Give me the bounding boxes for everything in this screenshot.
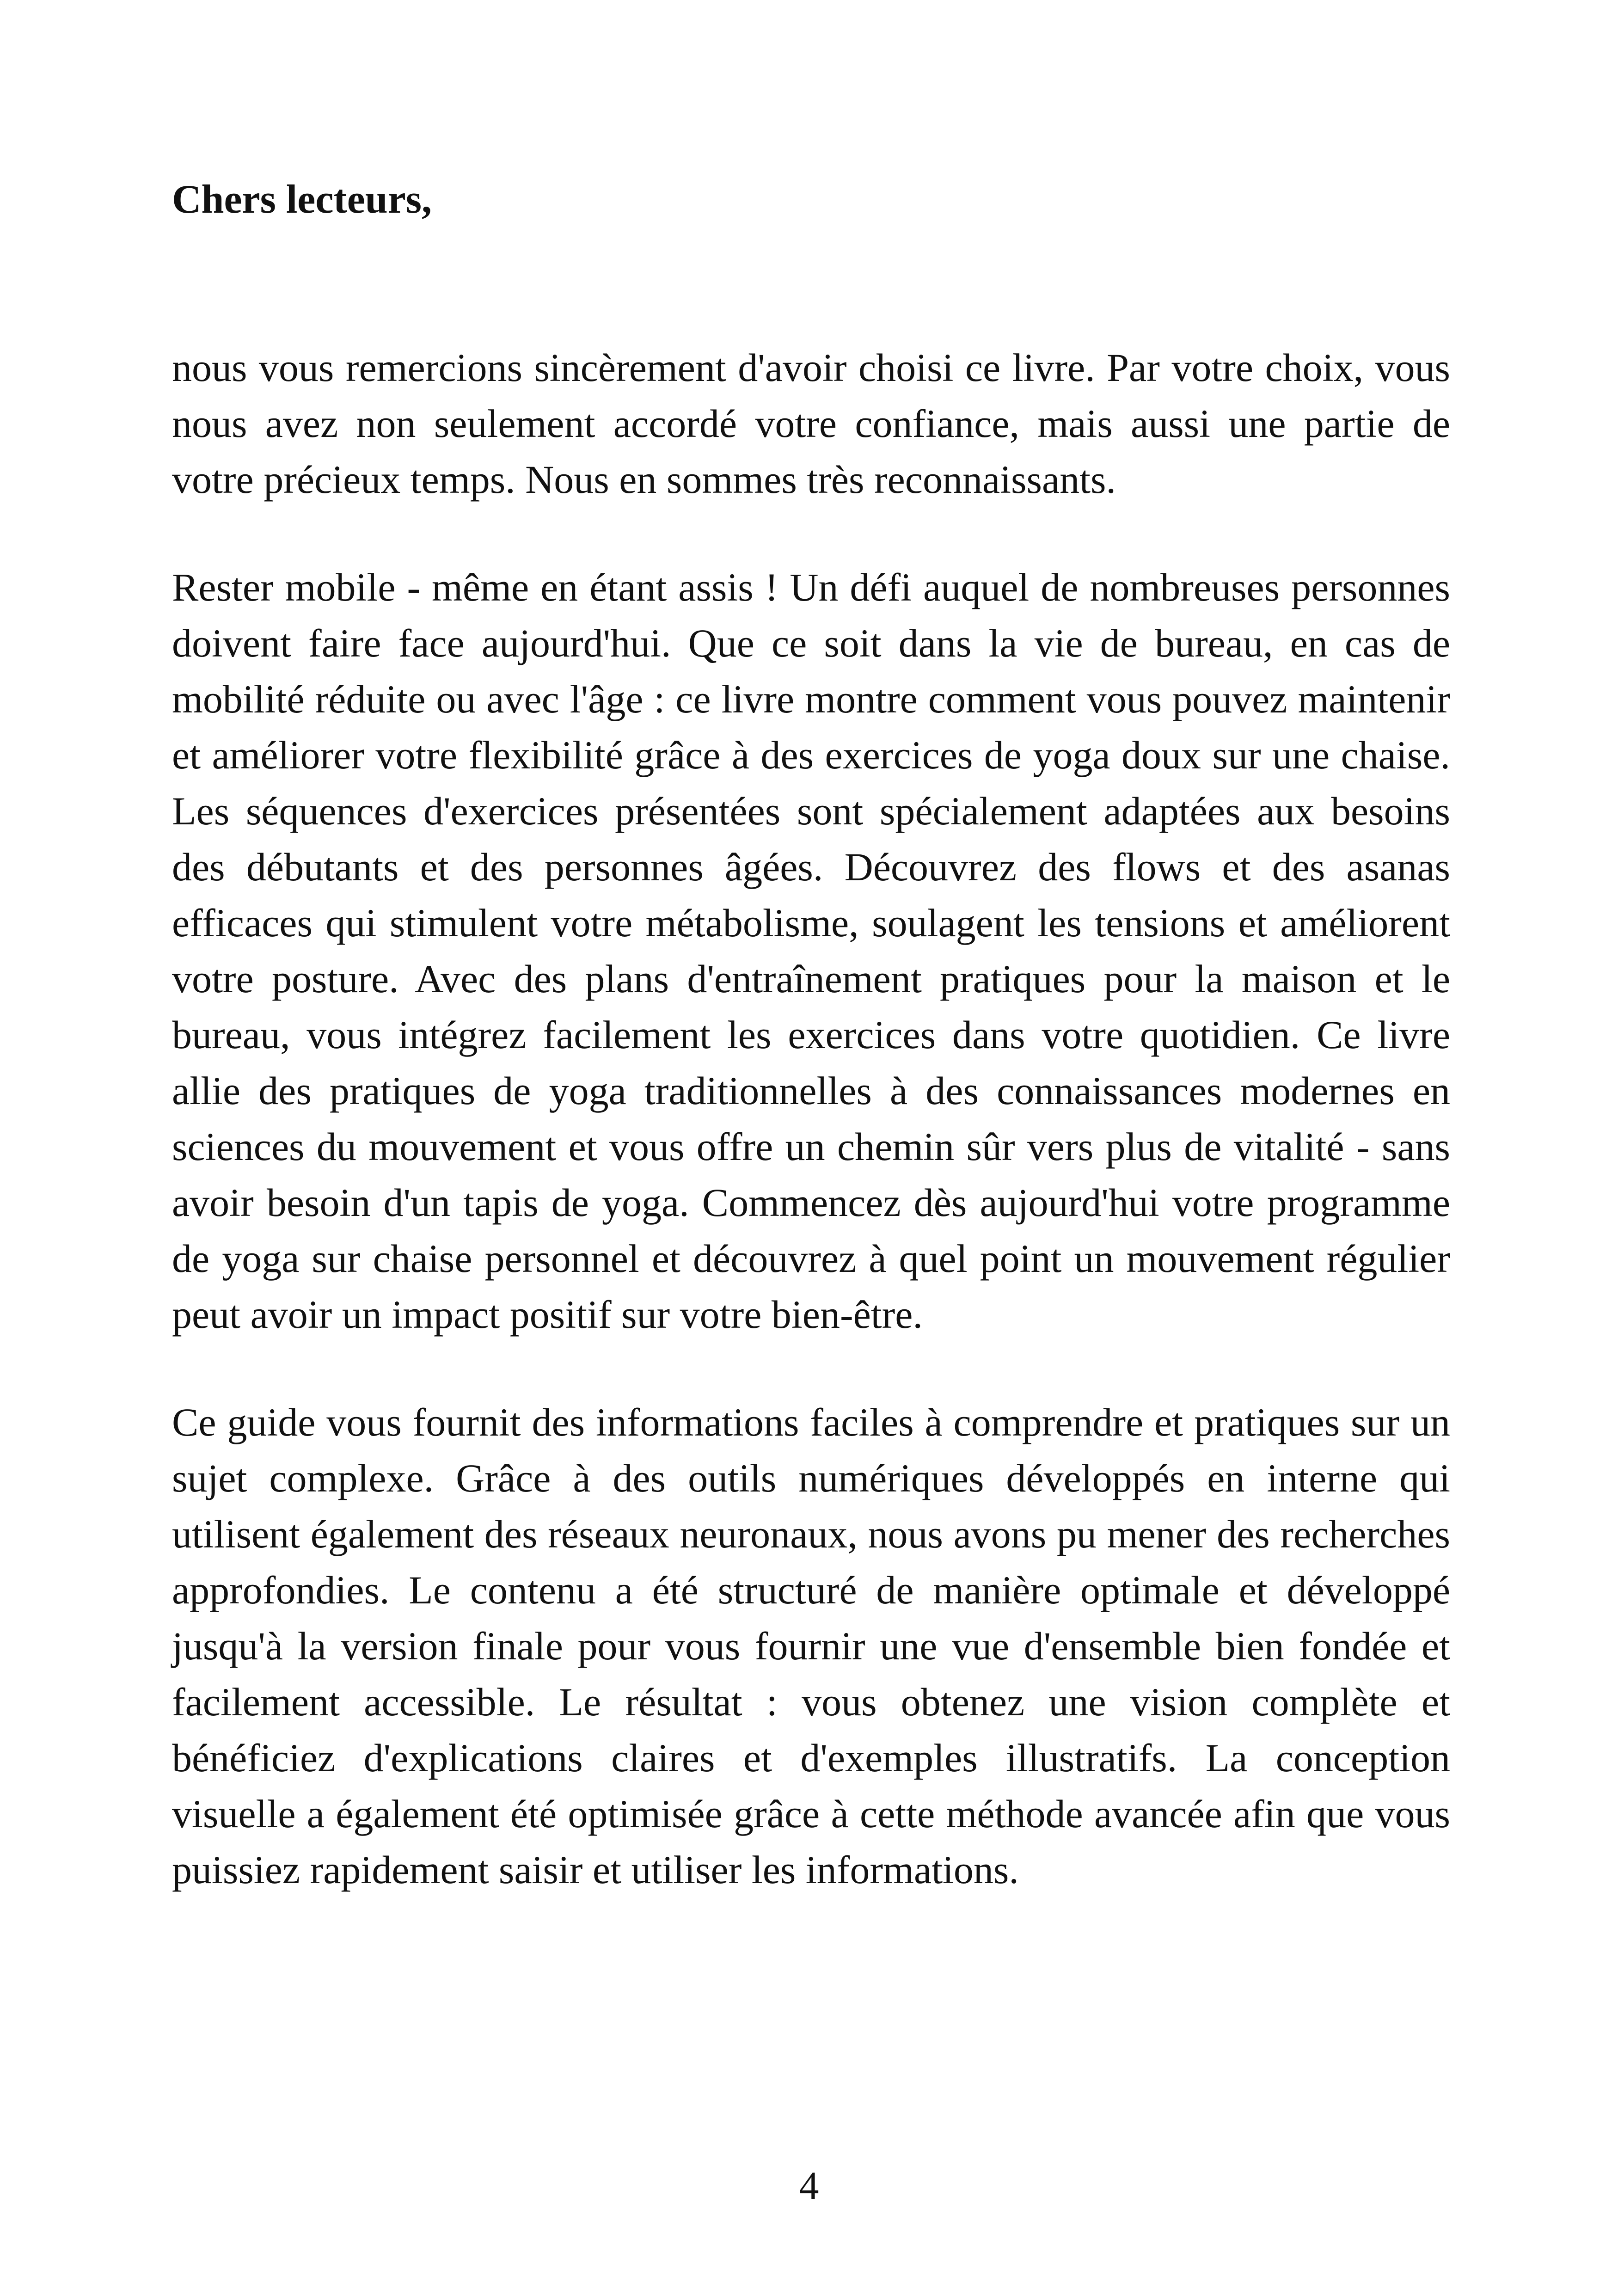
paragraph-thanks: nous vous remercions sincèrement d'avoir choisi ce livre. Par votre choix, vous nous avez non seulement accordé votre confiance, mais aussi une partie de votre précieux temps. Nous en sommes très reconnaissants. [172,345,1450,502]
paragraph-guide-method: Ce guide vous fournit des informations faciles à comprendre et pratiques sur un sujet complexe. Grâce à des outils numériques développés en interne qui utilisent également des réseaux neuronaux, nous avons pu mener des recherches approfondies. Le contenu a été structuré de manière optimale et développé jusqu'à la version finale pour vous fournir une vue d'ensemble bien fondée et facilement accessible. Le résultat : vous obtenez une vision complète et bénéficiez d'explications claires et d'exemples illustratifs. La conception visuelle a également été optimisée grâce à cette méthode avancée afin que vous puissiez rapidement saisir et utiliser les informations. [172,1400,1450,1892]
greeting-heading: Chers lecteurs, [172,177,432,222]
paragraph-book-summary: Rester mobile - même en étant assis ! Un défi auquel de nombreuses personnes doivent faire face aujourd'hui. Que ce soit dans la vie de bureau, en cas de mobilité réduite ou avec l'âge : ce livre montre comment vous pouvez maintenir et améliorer votre flexibilité grâce à des exercices de yoga doux sur une chaise. Les séquences d'exercices présentées sont spécialement adaptées aux besoins des débutants et des personnes âgées. Découvrez des flows et des asanas efficaces qui stimulent votre métabolisme, soulagent les tensions et améliorent votre posture. Avec des plans d'entraînement pratiques pour la maison et le bureau, vous intégrez facilement les exercices dans votre quotidien. Ce livre allie des pratiques de yoga traditionnelles à des connaissances modernes en sciences du mouvement et vous offre un chemin sûr vers plus de vitalité - sans avoir besoin d'un tapis de yoga. Commencez dès aujourd'hui votre programme de yoga sur chaise personnel et découvrez à quel point un mouvement régulier peut avoir un impact positif sur votre bien-être. [172,565,1450,1337]
body-text [172,340,1450,1898]
page-number: 4 [799,2163,819,2208]
